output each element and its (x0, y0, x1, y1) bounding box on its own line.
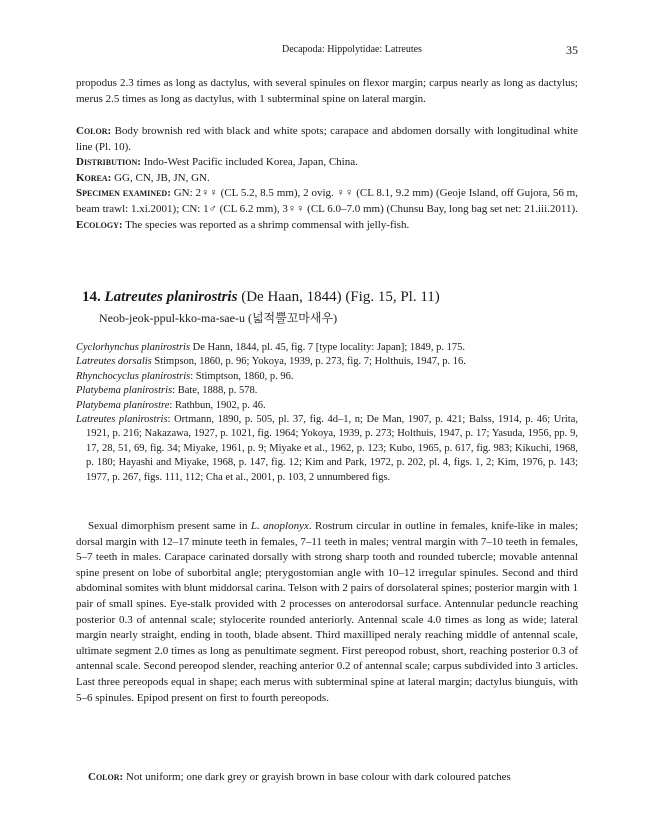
synonym-ref: Stimpson, 1860, p. 96; Yokoya, 1939, p. 273, fig. 7; Holthuis, 1947, p. 16. (151, 356, 466, 368)
color-final-section (76, 770, 578, 786)
color-final-label: Color: (88, 771, 124, 783)
ecology-text: The species was reported as a shrimp commensal with jelly-fish. (122, 218, 410, 231)
synonym-name: Platybema planirostris (76, 385, 173, 397)
synonymy-entry (76, 370, 578, 384)
species-heading (82, 288, 440, 307)
page-number: 35 (566, 43, 578, 57)
korea-section (76, 171, 578, 187)
synonymy-entry (76, 355, 578, 369)
specimen-section (76, 186, 578, 217)
ecology-section (76, 218, 578, 234)
synonymy-entry (76, 399, 578, 413)
species-name: Latreutes planirostris (104, 289, 238, 305)
species-authority: (De Haan, 1844) (Fig. 15, Pl. 11) (237, 289, 440, 305)
running-head (0, 44, 652, 58)
synonym-ref: : Rathbun, 1902, p. 46. (169, 399, 266, 411)
korean-name: Neob-jeok-ppul-kko-ma-sae-u (넓적뿔꼬마새우) (99, 311, 338, 325)
color-text: Body brownish red with black and white spots; carapace and abdomen dorsally with longitudinal white line (Pl. 10). (76, 125, 578, 153)
specimen-text: GN: 2♀♀ (CL 5.2, 8.5 mm), 2 ovig. ♀♀ (CL 8.1, 9.2 mm) (Geoje Island, off Gujora, 56 m, beam trawl: 1.xi.2001); CN: 1♂ (CL 6.2 mm), 3♀♀ (CL 6.0–7.0 mm) (Chunsu Bay, long bag set net: 21.iii.2011). (76, 187, 578, 215)
previous-species-notes (76, 124, 578, 233)
color-final (76, 770, 578, 786)
running-title: Decapoda: Hippolytidae: Latreutes (282, 44, 422, 55)
synonym-ref: : Bate, 1888, p. 578. (172, 385, 258, 397)
ecology-label: Ecology: (76, 218, 123, 231)
synonym-ref: De Hann, 1844, pl. 45, fig. 7 [type locality: Japan]; 1849, p. 175. (190, 342, 466, 353)
korea-text: GG, CN, JB, JN, GN. (111, 171, 210, 184)
synonym-ref: : Stimptson, 1860, p. 96. (190, 370, 294, 382)
description-text (76, 519, 578, 706)
intro-paragraph (76, 76, 578, 107)
color-section (76, 124, 578, 155)
distribution-section (76, 155, 578, 171)
synonym-name: Platybema planirostre (76, 399, 170, 411)
synonymy-entry (76, 384, 578, 398)
description-part: Sexual dimorphism present same in (88, 520, 251, 532)
intro-text: propodus 2.3 times as long as dactylus, with several spinules on flexor margin; carpus nearly as long as dactylus; merus 2.5 times as long as dactylus, with 1 subterminal spine on lateral margin. (76, 77, 578, 105)
synonym-name: Rhynchocyclus planirostris (76, 370, 191, 382)
species-number: 14. (82, 289, 101, 305)
synonym-name: Cyclorhynchus planirostris (76, 342, 191, 353)
synonym-name: Latreutes dorsalis (76, 356, 152, 368)
synonymy-entry (76, 341, 578, 355)
description-italic-ref: L. anoplonyx (250, 520, 309, 532)
korea-label: Korea: (76, 171, 112, 184)
synonymy-list (76, 341, 578, 485)
color-label: Color: (76, 125, 112, 137)
synonymy-entry (76, 413, 578, 485)
color-final-text: Not uniform; one dark grey or grayish brown in base colour with dark coloured patches (123, 771, 511, 783)
synonym-name: Latreutes planirostris (76, 414, 168, 426)
distribution-text: Indo-West Pacific included Korea, Japan, China. (140, 156, 358, 169)
description (76, 519, 578, 706)
specimen-label: Specimen examined: (76, 187, 171, 200)
description-part: . Rostrum circular in outline in females, knife-like in males; dorsal margin with 12–17 minute teeth in females, 7–11 teeth in males; ventral margin with 7–10 teeth in females, 5–7 teeth in males. Carapace carinated dorsally with strong sharp tooth and rounded tubercle; movable antennal spine present on lobe of suborbital angle; pterygostomian angle with 10–12 irregular spinules. Second and third abdominal somites with blunt middorsal carina. Telson with 2 pairs of dorsolateral spines; posterior margin with 1 pair of small spines. Eye-stalk provided with 2 processes on anterodorsal surface. Antennular peduncle reaching posterior 0.3 of antennal scale; stylocerite rounded anteriorly. Antennal scale 4.0 times as long as wide; lateral margin nearly straight, ending in tooth, blade absent. Third maxilliped neraly reaching middle of antennal scale, ultimate segment 2.0 times as long as penultimate segment. First pereopod robust, short, reaching posterior 0.3 of antennal scale. Second pereopod slender, reaching anterior 0.2 of antennal scale; carpus subdivided into 3 articles. Last three pereopods equal in shape; each merus with subterminal spine at lateral margin; dactylus biunguis, with 5–6 spinules. Epipod present on first to fourth pereopods. (76, 520, 579, 704)
distribution-label: Distribution: (76, 156, 141, 169)
synonym-ref: : Ortmann, 1890, p. 505, pl. 37, fig. 4d–1, n; De Man, 1907, p. 421; Balss, 1914, p. 46; Urita, 1921, p. 216; Nakazawa, 1927, p. 1021, fig. 1964; Yokoya, 1939, p. 273; Holthuis, 1947, p. 17; Yasuda, 1956, pp. 9, 17, 28, 51, 69, fig. 34; Miyake, 1961, p. 9; Miyake et al., 1962, p. 123; Kubo, 1965, p. 617, fig. 983; Kikuchi, 1968, p. 180; Hayashi and Miyake, 1968, p. 147, fig. 12; Kim and Park, 1972, p. 202, pl. 4, figs. 1, 2; Kim, 1976, p. 143; 1977, p. 267, figs. 111, 112; Cha et al., 2001, p. 103, 2 unnumbered figs. (86, 414, 578, 483)
